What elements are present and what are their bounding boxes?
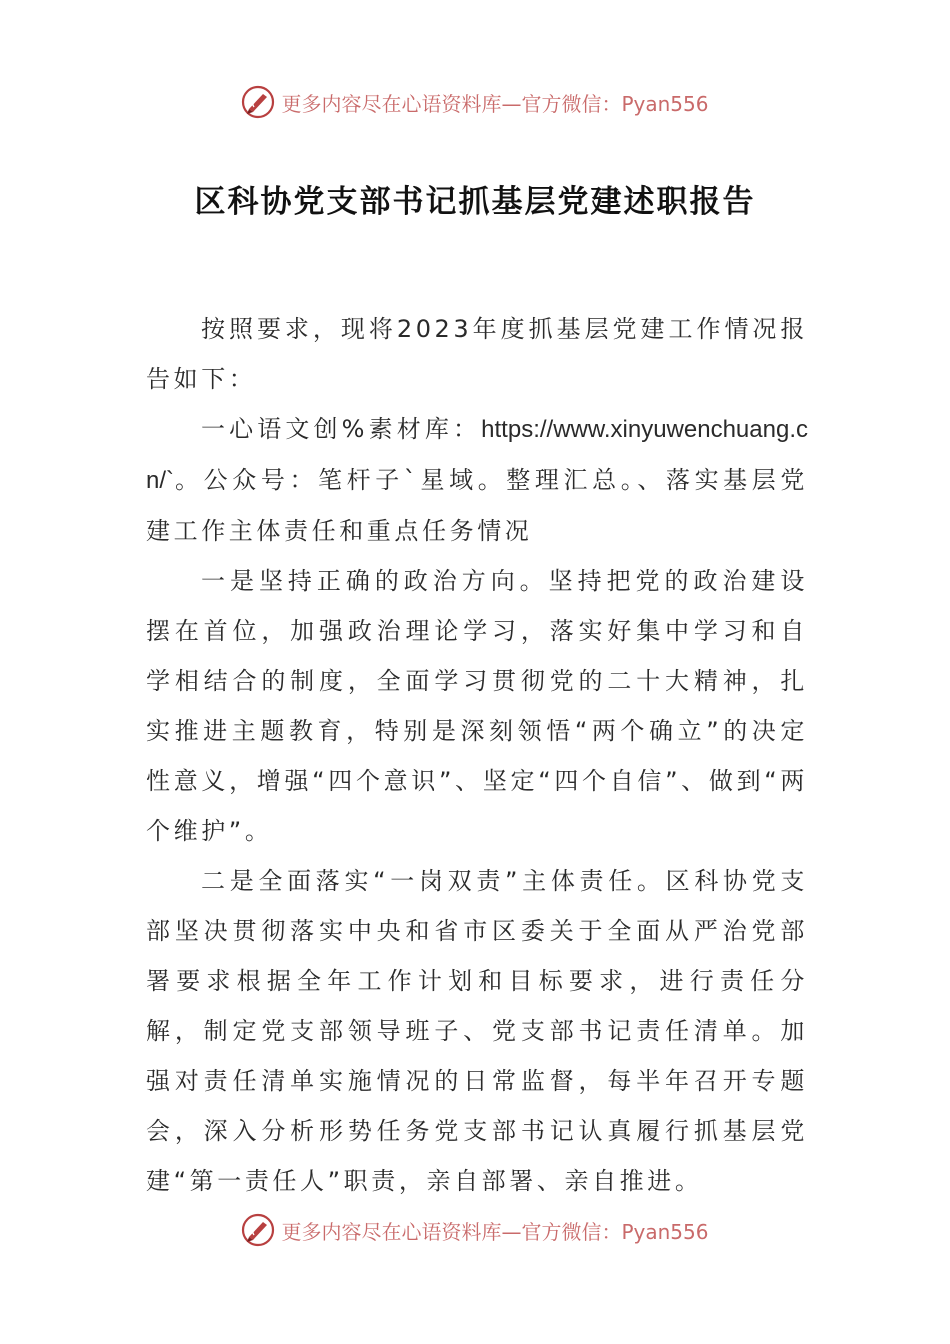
paragraph-intro: 按照要求，现将2023年度抓基层党建工作情况报告如下： xyxy=(146,315,808,393)
document-body xyxy=(146,304,808,1206)
watermark-sub-text: —官方微信：Pyan556 xyxy=(501,91,709,116)
paragraph-responsibility: 二是全面落实“一岗双责”主体责任。区科协党支部坚决贯彻落实中央和省市区委关于全面从严治党部署要求根据全年工作计划和目标要求，进行责任分解，制定党支部领导班子、党支部书记责任清单。加强对责任清单实施情况的日常监督，每半年召开专题会，深入分析形势任务党支部书记认真履行抓基层党建“第一责任人”职责，亲自部署、亲自推进。 xyxy=(146,867,808,1195)
document-title: 区科协党支部书记抓基层党建述职报告 xyxy=(194,184,756,220)
watermark-main-text: 更多内容尽在心语资料库 xyxy=(281,1219,502,1244)
pen-logo-icon xyxy=(241,85,275,119)
watermark-banner-top xyxy=(0,80,950,124)
paragraph-political-direction: 一是坚持正确的政治方向。坚持把党的政治建设摆在首位，加强政治理论学习，落实好集中学习和自学相结合的制度，全面学习贯彻党的二十大精神，扎实推进主题教育，特别是深刻领悟“两个确立”的决定性意义，增强“四个意识”、坚定“四个自信”、做到“两个维护”。 xyxy=(146,567,808,845)
source-url-link[interactable]: https://www.xinyuwenchuang.cn/` xyxy=(146,416,808,494)
watermark-sub-text: —官方微信：Pyan556 xyxy=(501,1219,709,1244)
watermark-main-text: 更多内容尽在心语资料库 xyxy=(281,91,502,116)
paragraph-section-one-prefix: 一心语文创%素材库： xyxy=(201,415,482,443)
pen-logo-icon xyxy=(241,1213,275,1247)
paragraph-section-one xyxy=(146,404,808,556)
paragraph-section-one-rest: 。公众号：笔杆子`星域。整理汇总。、落实基层党建工作主体责任和重点任务情况 xyxy=(146,466,808,545)
watermark-banner-bottom xyxy=(0,1208,950,1252)
